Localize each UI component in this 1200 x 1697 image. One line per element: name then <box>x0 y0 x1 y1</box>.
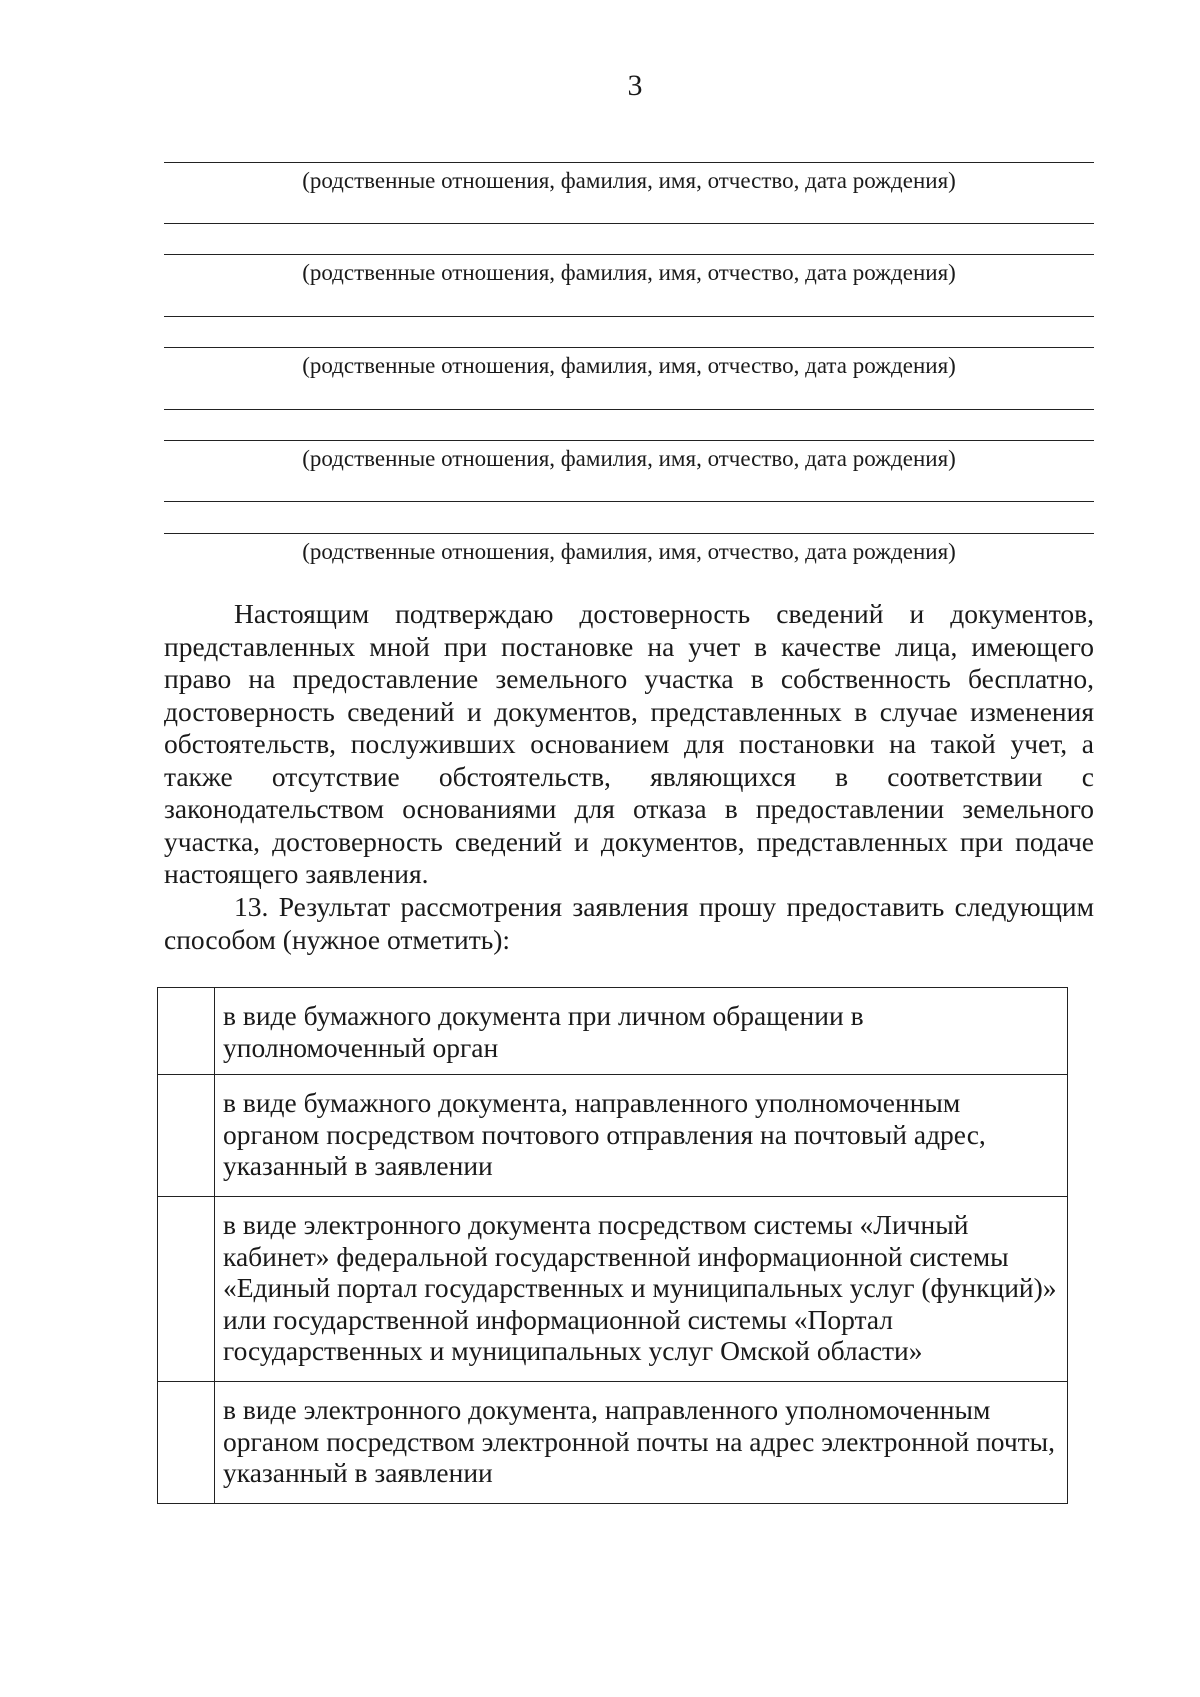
relative-caption: (родственные отношения, фамилия, имя, отчество, дата рождения) <box>302 353 956 378</box>
option-row <box>158 1075 1068 1197</box>
option-checkbox[interactable] <box>158 988 215 1075</box>
option-checkbox[interactable] <box>158 1382 215 1504</box>
fill-line[interactable] <box>164 316 1094 317</box>
result-method-paragraph: 13. Результат рассмотрения заявления прошу предоставить следующим способом (нужное отметить): <box>164 891 1094 955</box>
option-row <box>158 1382 1068 1504</box>
page-number: 3 <box>627 69 643 102</box>
option-label: в виде электронного документа, направленного уполномоченным органом посредством электронной почты на адрес электронной почты, указанный в заявлении <box>215 1382 1068 1504</box>
result-method-options <box>157 987 1068 1504</box>
relative-caption: (родственные отношения, фамилия, имя, отчество, дата рождения) <box>302 260 956 285</box>
relative-caption: (родственные отношения, фамилия, имя, отчество, дата рождения) <box>302 539 956 564</box>
fill-line[interactable] <box>164 409 1094 410</box>
fill-line[interactable] <box>164 501 1094 502</box>
option-label: в виде бумажного документа при личном обращении в уполномоченный орган <box>215 988 1068 1075</box>
option-label: в виде электронного документа посредством системы «Личный кабинет» федеральной государственной информационной системы «Единый портал государственных и муниципальных услуг (функций)» или государственной информационной системы «Портал государственных и муниципальных услуг Омской области» <box>215 1197 1068 1382</box>
fill-line[interactable] <box>164 162 1094 163</box>
option-checkbox[interactable] <box>158 1197 215 1382</box>
relative-caption: (родственные отношения, фамилия, имя, отчество, дата рождения) <box>302 446 956 471</box>
option-row <box>158 988 1068 1075</box>
fill-line[interactable] <box>164 223 1094 224</box>
option-row <box>158 1197 1068 1382</box>
fill-line[interactable] <box>164 440 1094 441</box>
option-label: в виде бумажного документа, направленного уполномоченным органом посредством почтового отправления на почтовый адрес, указанный в заявлении <box>215 1075 1068 1197</box>
fill-line[interactable] <box>164 533 1094 534</box>
fill-line[interactable] <box>164 254 1094 255</box>
relative-caption: (родственные отношения, фамилия, имя, отчество, дата рождения) <box>302 168 956 193</box>
fill-line[interactable] <box>164 347 1094 348</box>
declaration-paragraph: Настоящим подтверждаю достоверность сведений и документов, представленных мной при постановке на учет в качестве лица, имеющего право на предоставление земельного участка в собственность бесплатно, достоверность сведений и документов, представленных в случае изменения обстоятельств, послуживших основанием для постановки на такой учет, а также отсутствие обстоятельств, являющихся в соответствии с законодательством основаниями для отказа в предоставлении земельного участка, достоверность сведений и документов, представленных при подаче настоящего заявления. <box>164 598 1094 889</box>
option-checkbox[interactable] <box>158 1075 215 1197</box>
